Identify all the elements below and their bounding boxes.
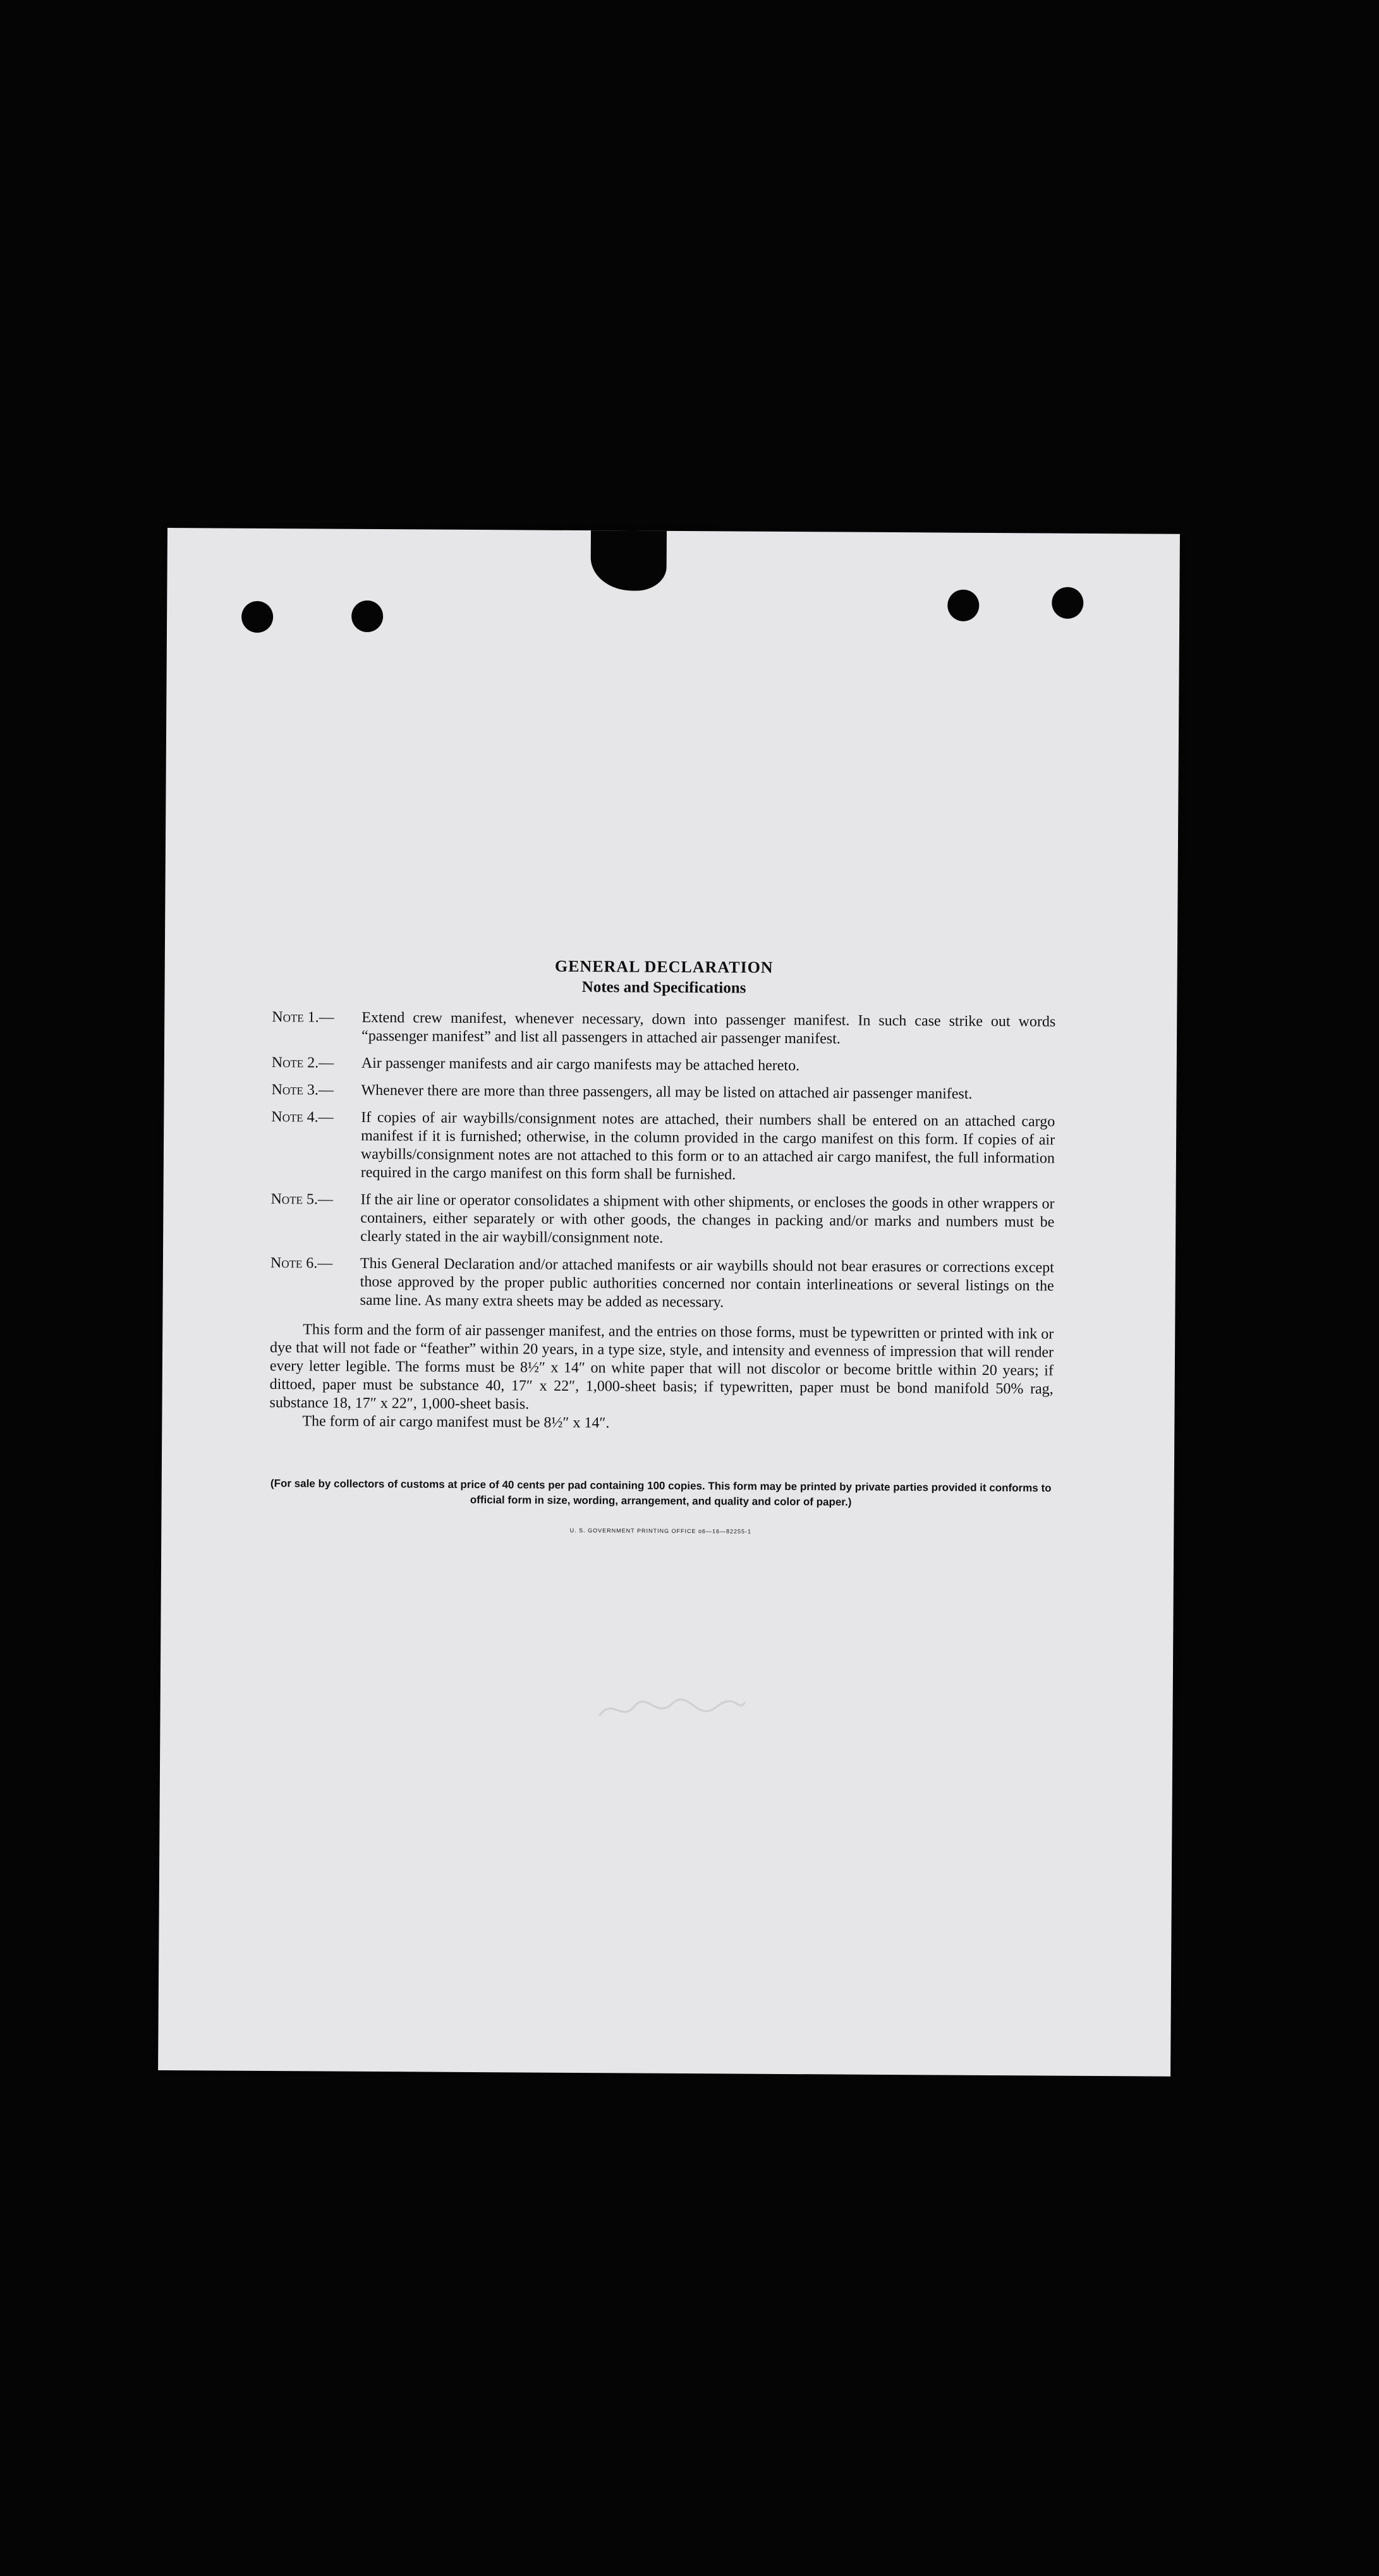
- note-label: Note 2.—: [271, 1054, 334, 1071]
- punch-hole-right-2: [1052, 587, 1083, 619]
- page-subtitle: Notes and Specifications: [581, 979, 746, 997]
- punch-hole-left-2: [351, 601, 383, 632]
- page-title: GENERAL DECLARATION: [554, 956, 774, 977]
- note-text: Air passenger manifests and air cargo manifests may be attached hereto.: [361, 1054, 800, 1075]
- note-text: Whenever there are more than three passengers, all may be listed on attached air passenger manifest.: [361, 1082, 973, 1102]
- punch-hole-left-1: [241, 601, 273, 633]
- note-text: If copies of air waybills/consignment notes are attached, their numbers shall be entered on an attached cargo manifest if it is furnished; otherwise, in the column provided in the cargo manifest on this form. If copies of air waybills/consignment notes are not attached to this form or to an attached air cargo manifest, the full information required in the cargo manifest on this form shall be furnished.: [360, 1109, 1055, 1183]
- note-label: Note 1.—: [272, 1009, 334, 1026]
- note-2: [272, 1054, 1055, 1077]
- note-3: [271, 1081, 1055, 1104]
- note-text: This General Declaration and/or attached manifests or air waybills should not bear erasures or corrections except those approved by the proper public authorities concerned nor contain interlineations or several listings on the same line. As many extra sheets may be added as necessary.: [360, 1255, 1054, 1311]
- sale-notice: (For sale by collectors of customs at price of 40 cents per pad containing 100 copies. This form may be printed by private parties provided it conforms to official form in size, wording, arrangement, and quality and color of paper.): [270, 1477, 1052, 1508]
- note-text: If the air line or operator consolidates a shipment with other shipments, or encloses the goods in other wrappers or containers, either separately or with other goods, the changes in packing and/or marks and numbers must be clearly stated in the air waybill/consignment note.: [360, 1191, 1055, 1247]
- note-label: Note 6.—: [270, 1255, 333, 1272]
- bleed-through-signature: [596, 1694, 748, 1726]
- cargo-manifest-size-line: The form of air cargo manifest must be 8½″ x 14″.: [302, 1413, 610, 1432]
- note-1: [272, 1008, 1055, 1050]
- note-label: Note 4.—: [271, 1109, 334, 1126]
- note-text: Extend crew manifest, whenever necessary, down into passenger manifest. In such case strike out words “passenger manifest” and list all passengers in attached air passenger manifest.: [361, 1009, 1056, 1047]
- torn-hole: [590, 530, 667, 591]
- document-body: [269, 955, 1056, 1537]
- printer-imprint: U. S. GOVERNMENT PRINTING OFFICE o6—16—82255-1: [569, 1527, 752, 1535]
- note-4: [271, 1108, 1055, 1187]
- paper-specifications-paragraph: This form and the form of air passenger manifest, and the entries on those forms, must be typewritten or printed with ink or dye that will not fade or “feather” within 20 years, in a type size, style, and intensity and evenness of impression that will render every letter legible. The forms must be 8½″ x 14″ on white paper that will not discolor or become brittle within 20 years; if dittoed, paper must be substance 40, 17″ x 22″, 1,000-sheet basis; if typewritten, paper must be bond manifold 50% rag, substance 18, 17″ x 22″, 1,000-sheet basis.: [269, 1321, 1054, 1413]
- note-5: [270, 1190, 1055, 1250]
- note-label: Note 3.—: [271, 1082, 334, 1099]
- punch-hole-right-1: [947, 590, 979, 621]
- document-page: [158, 528, 1180, 2077]
- note-label: Note 5.—: [270, 1191, 333, 1208]
- note-6: [270, 1254, 1054, 1314]
